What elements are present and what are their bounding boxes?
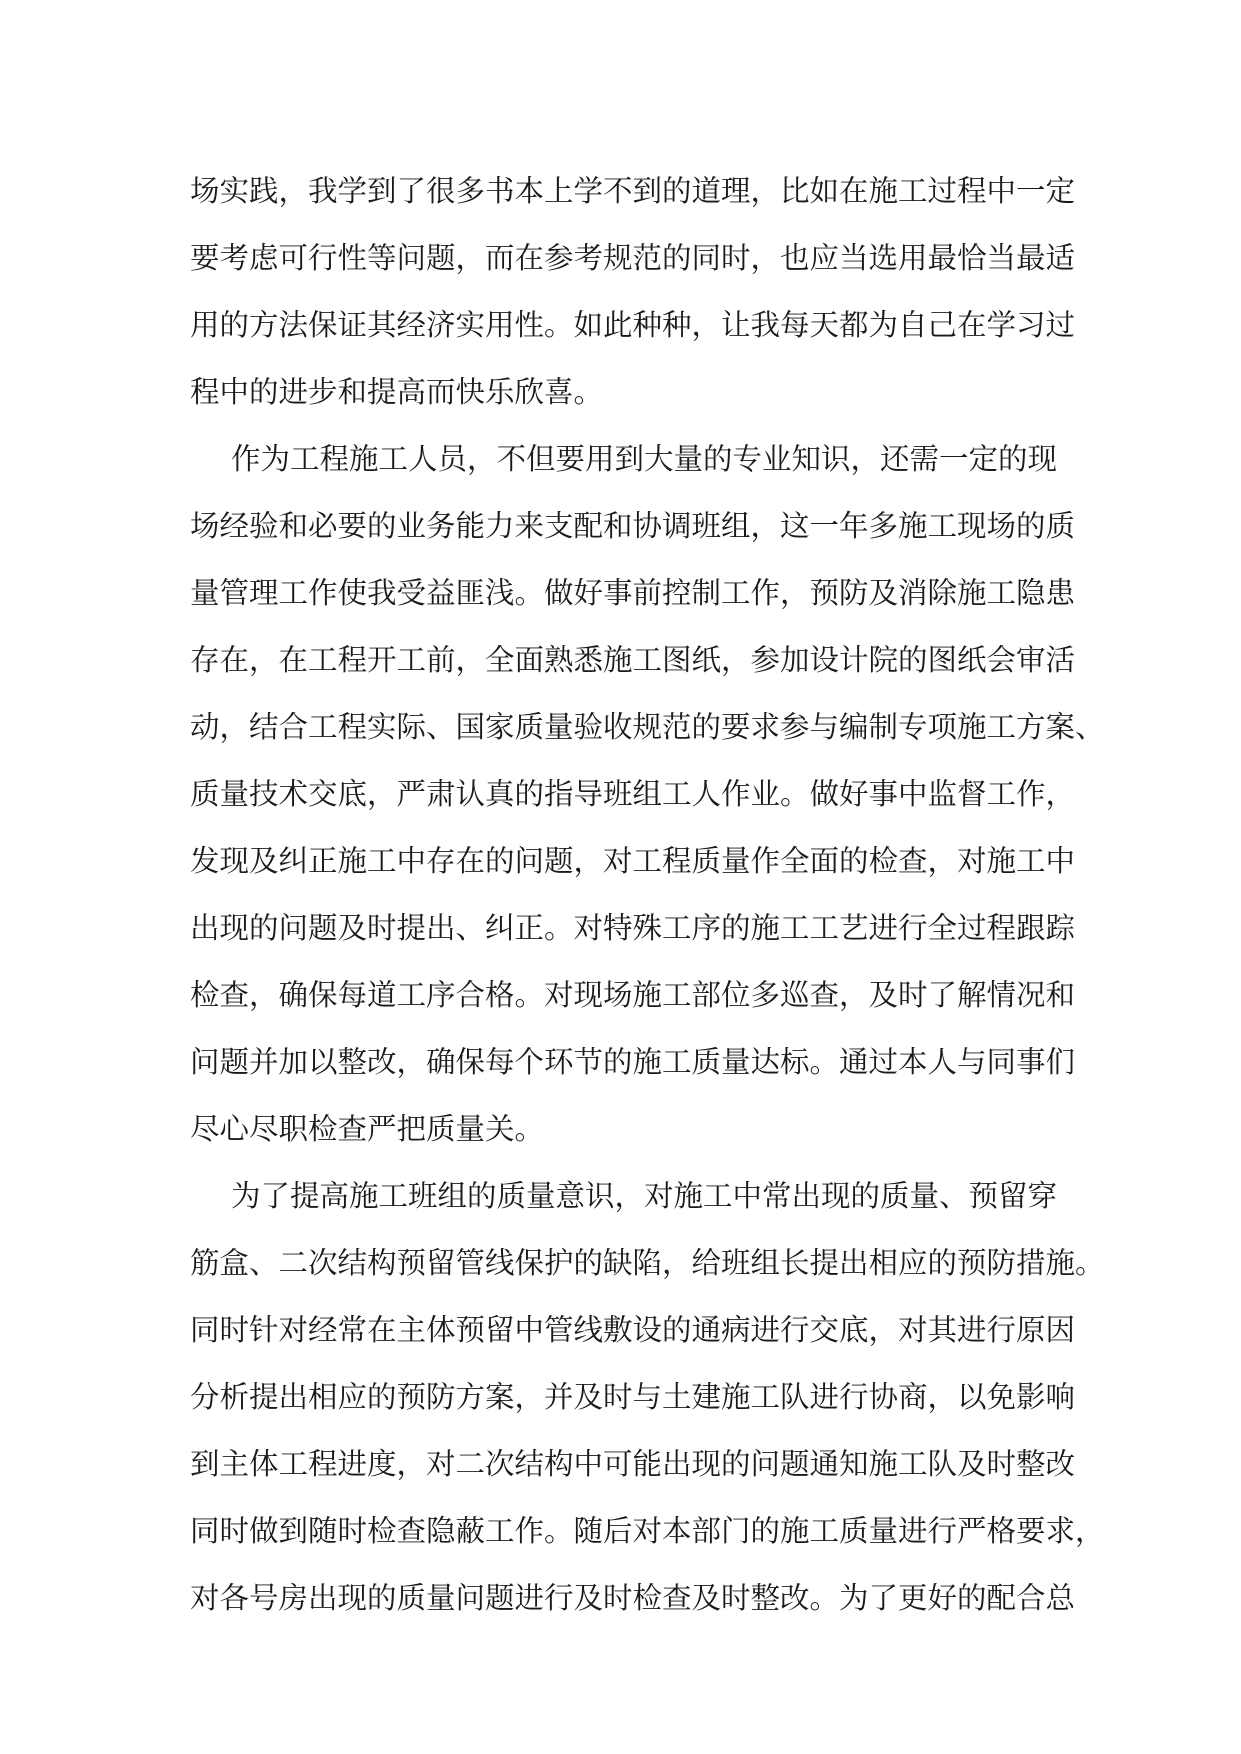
text-line: 同时针对经常在主体预留中管线敷设的通病进行交底，对其进行原因 [190, 1313, 1076, 1347]
text-line: 尽心尽职检查严把质量关。 [190, 1112, 545, 1146]
text-line: 为了提高施工班组的质量意识，对施工中常出现的质量、预留穿 [231, 1179, 1058, 1213]
paragraph-1 [190, 158, 1076, 426]
text-line: 检查，确保每道工序合格。对现场施工部位多巡查，及时了解情况和 [190, 978, 1076, 1012]
paragraph-2 [190, 426, 1105, 1163]
text-line: 到主体工程进度，对二次结构中可能出现的问题通知施工队及时整改 [190, 1447, 1076, 1481]
text-line: 要考虑可行性等问题，而在参考规范的同时，也应当选用最恰当最适 [190, 241, 1076, 275]
text-line: 作为工程施工人员，不但要用到大量的专业知识，还需一定的现 [231, 442, 1058, 476]
text-line: 分析提出相应的预防方案，并及时与土建施工队进行协商，以免影响 [190, 1380, 1076, 1414]
text-line: 量管理工作使我受益匪浅。做好事前控制工作，预防及消除施工隐患 [190, 576, 1076, 610]
text-line: 发现及纠正施工中存在的问题，对工程质量作全面的检查，对施工中 [190, 844, 1076, 878]
text-line: 程中的进步和提高而快乐欣喜。 [190, 375, 604, 409]
text-line: 用的方法保证其经济实用性。如此种种，让我每天都为自己在学习过 [190, 308, 1076, 342]
text-line: 动，结合工程实际、国家质量验收规范的要求参与编制专项施工方案、 [190, 710, 1105, 744]
text-line: 问题并加以整改，确保每个环节的施工质量达标。通过本人与同事们 [190, 1045, 1076, 1079]
text-line: 场经验和必要的业务能力来支配和协调班组，这一年多施工现场的质 [190, 509, 1076, 543]
text-line: 同时做到随时检查隐蔽工作。随后对本部门的施工质量进行严格要求， [190, 1514, 1105, 1548]
text-line: 质量技术交底，严肃认真的指导班组工人作业。做好事中监督工作， [190, 777, 1076, 811]
text-line: 存在，在工程开工前，全面熟悉施工图纸，参加设计院的图纸会审活 [190, 643, 1076, 677]
text-line: 筋盒、二次结构预留管线保护的缺陷，给班组长提出相应的预防措施。 [190, 1246, 1105, 1280]
text-line: 对各号房出现的质量问题进行及时检查及时整改。为了更好的配合总 [190, 1581, 1076, 1615]
text-line: 出现的问题及时提出、纠正。对特殊工序的施工工艺进行全过程跟踪 [190, 911, 1076, 945]
body-text [190, 158, 1105, 1632]
text-line: 场实践，我学到了很多书本上学不到的道理，比如在施工过程中一定 [190, 174, 1076, 208]
paragraph-3 [190, 1163, 1105, 1632]
